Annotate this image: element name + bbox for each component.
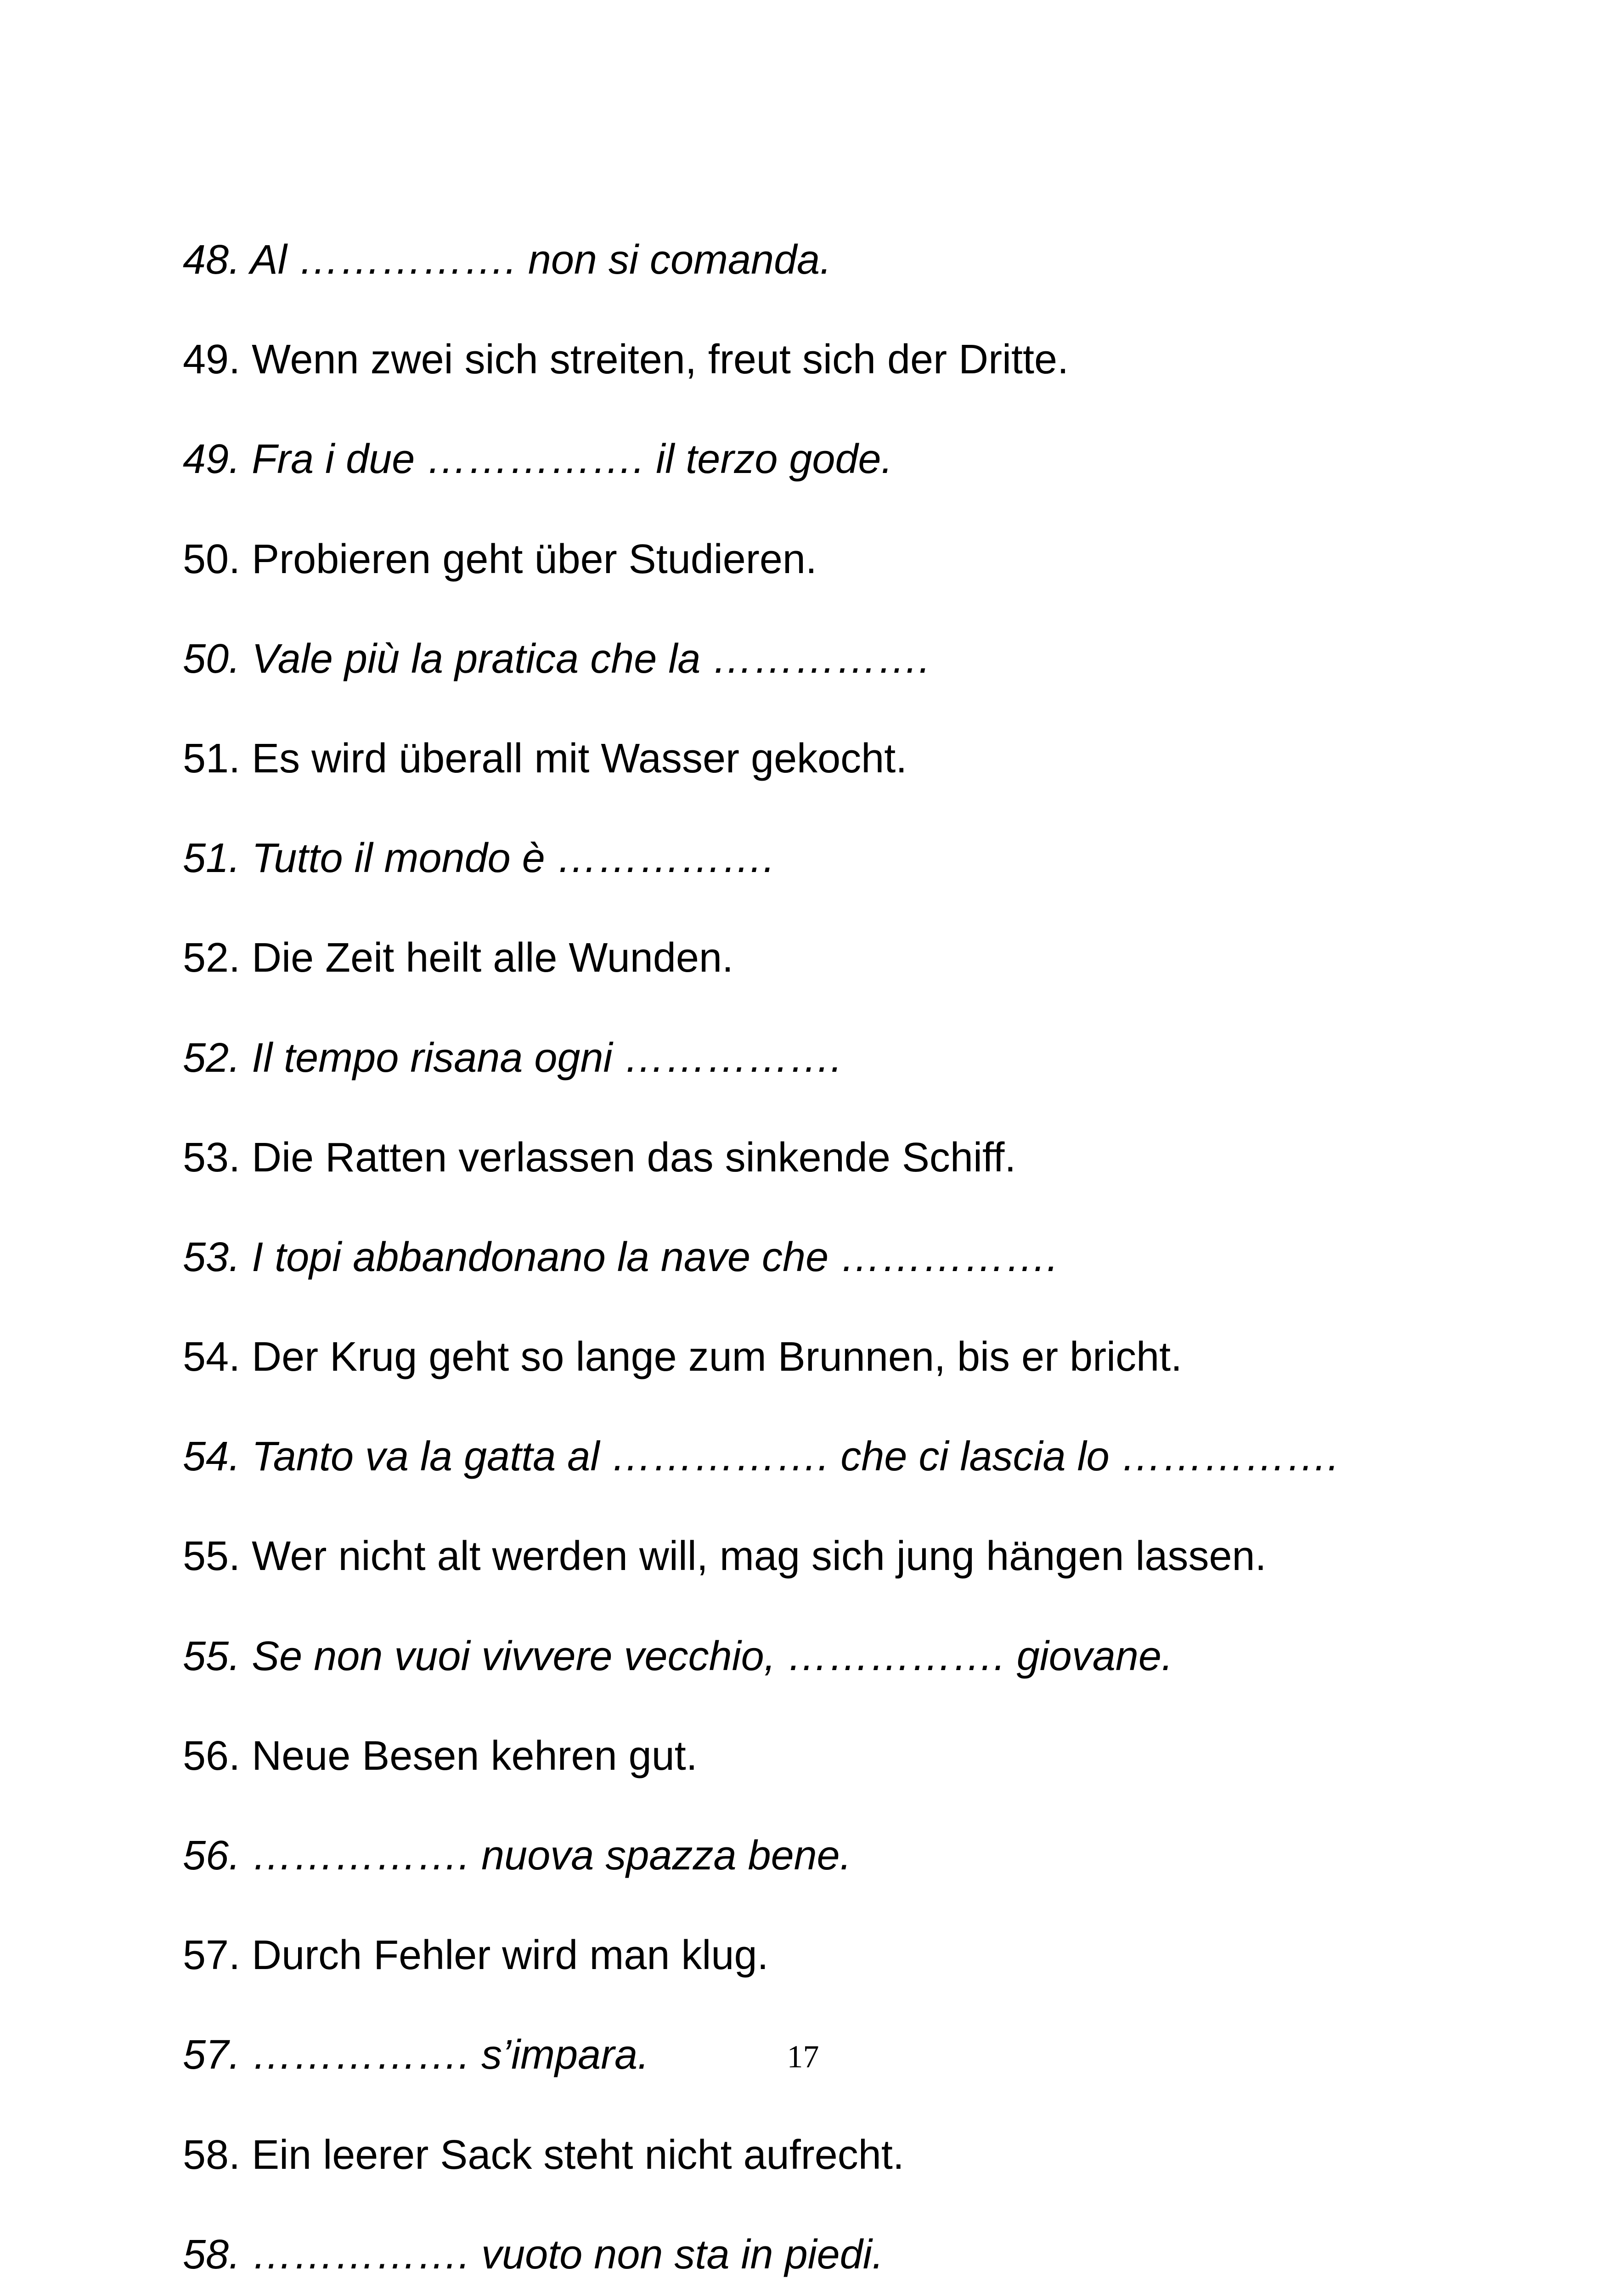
german-proverb-line: 53. Die Ratten verlassen das sinkende Schiff. [183, 1134, 1016, 1181]
german-proverb-line: 57. Durch Fehler wird man klug. [183, 1932, 769, 1979]
italian-proverb-line: 48. Al ……………. non si comanda. [183, 237, 832, 283]
italian-proverb-line: 53. I topi abbandonano la nave che ……………. [183, 1234, 1059, 1280]
italian-proverb-line: 50. Vale più la pratica che la ……………. [183, 636, 930, 682]
italian-proverb-line: 55. Se non vuoi vivvere vecchio, ……………. giovane. [183, 1633, 1173, 1679]
german-proverb-line: 52. Die Zeit heilt alle Wunden. [183, 935, 734, 981]
german-proverb-line: 56. Neue Besen kehren gut. [183, 1733, 698, 1779]
german-proverb-line: 58. Ein leerer Sack steht nicht aufrecht. [183, 2132, 904, 2178]
german-proverb-line: 51. Es wird überall mit Wasser gekocht. [183, 735, 907, 782]
page-number: 17 [787, 2039, 819, 2075]
italian-proverb-line: 49. Fra i due ……………. il terzo gode. [183, 436, 893, 483]
italian-proverb-line: 52. Il tempo risana ogni ……………. [183, 1035, 842, 1081]
italian-proverb-line: 57. ……………. s’impara. [183, 2032, 649, 2078]
proverb-list [183, 210, 1542, 2296]
german-proverb-line: 49. Wenn zwei sich streiten, freut sich der Dritte. [183, 337, 1069, 383]
german-proverb-line: 54. Der Krug geht so lange zum Brunnen, bis er bricht. [183, 1334, 1183, 1380]
italian-proverb-line: 51. Tutto il mondo è ……………. [183, 835, 775, 882]
italian-proverb-line: 56. ……………. nuova spazza bene. [183, 1833, 851, 1879]
italian-proverb-line: 58. ……………. vuoto non sta in piedi. [183, 2231, 884, 2278]
german-proverb-line: 55. Wer nicht alt werden will, mag sich jung hängen lassen. [183, 1533, 1267, 1580]
german-proverb-line: 50. Probieren geht über Studieren. [183, 536, 817, 582]
italian-proverb-line: 54. Tanto va la gatta al ……………. che ci lascia lo ……………. [183, 1434, 1339, 1480]
